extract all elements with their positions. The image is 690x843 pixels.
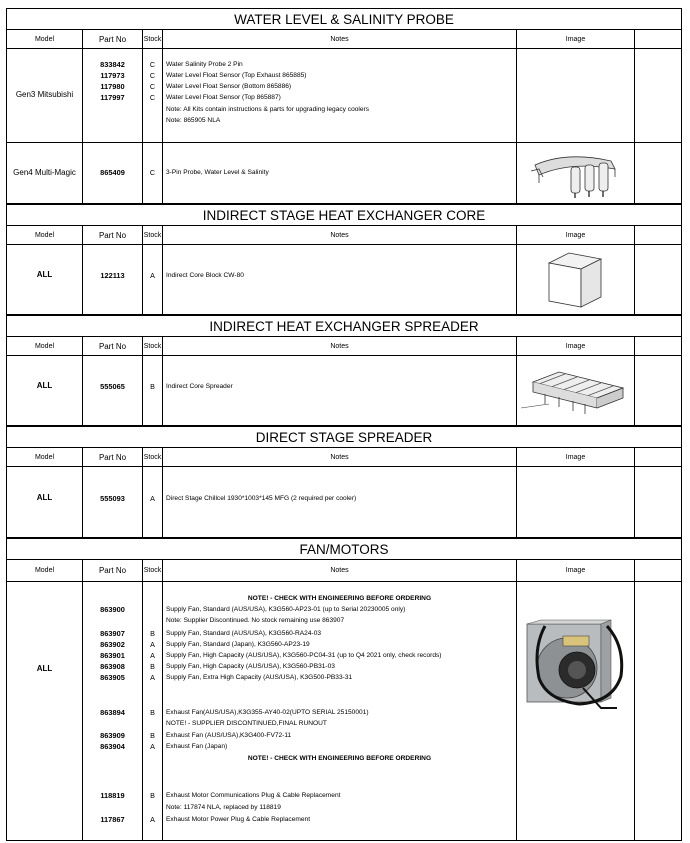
- header-part: Part No: [83, 337, 143, 355]
- header-notes: Notes: [163, 448, 517, 466]
- model-cell: [7, 49, 83, 142]
- part-number: 117980: [100, 82, 125, 91]
- stock-code: A: [150, 673, 155, 682]
- part-number: 863902: [100, 640, 125, 649]
- header-image: Image: [517, 560, 635, 581]
- note-line: Supply Fan, Extra High Capacity (AUS/USA), K3G500-PB33-31: [166, 674, 353, 681]
- part-number: 117973: [100, 71, 125, 80]
- model-cell: [7, 143, 83, 203]
- header-stock: Stock: [143, 560, 163, 581]
- note-line: Note: All Kits contain instructions & parts for upgrading legacy coolers: [166, 106, 370, 113]
- image-cell: [517, 143, 635, 203]
- column-header-row: [6, 337, 682, 356]
- part-number: 117997: [100, 93, 125, 102]
- header-notes: Notes: [163, 226, 517, 244]
- part-number: 863904: [100, 742, 125, 751]
- part-number: 863900: [100, 605, 125, 614]
- header-extra: [635, 337, 681, 355]
- header-notes: Notes: [163, 30, 517, 48]
- notes-cell: [163, 582, 517, 840]
- note-line: Water Level Float Sensor (Top Exhaust 865885): [166, 72, 307, 79]
- header-notes: Notes: [163, 337, 517, 355]
- header-part: Part No: [83, 448, 143, 466]
- note-line: Water Salinity Probe 2 Pin: [166, 61, 243, 68]
- note-line: Supply Fan, High Capacity (AUS/USA), K3G560-PC04-31 (up to Q4 2021 only, check records): [166, 652, 442, 659]
- header-model: Model: [7, 30, 83, 48]
- image-cell: [517, 245, 635, 314]
- stock-code: C: [149, 71, 156, 80]
- notes-cell: [163, 467, 517, 537]
- header-model: Model: [7, 560, 83, 581]
- model-label: ALL: [36, 381, 53, 390]
- part-cell: [83, 245, 143, 314]
- stock-cell: [143, 356, 163, 425]
- part-cell: [83, 467, 143, 537]
- part-cell: [83, 356, 143, 425]
- header-part: Part No: [83, 560, 143, 581]
- part-number: 863908: [100, 662, 125, 671]
- part-number: 117867: [100, 815, 125, 824]
- note-line: Note: Supplier Discontinued. No stock remaining use 863907: [166, 617, 345, 624]
- model-cell: [7, 356, 83, 425]
- column-header-row: [6, 30, 682, 49]
- part-number: 555065: [100, 382, 125, 391]
- column-header-row: [6, 448, 682, 467]
- part-number: 863894: [100, 708, 125, 717]
- part-cell: [83, 582, 143, 840]
- header-image: Image: [517, 448, 635, 466]
- note-line: Exhaust Motor Communications Plug & Cable Replacement: [166, 792, 341, 799]
- stock-code: B: [150, 382, 155, 391]
- header-model: Model: [7, 337, 83, 355]
- stock-code: A: [150, 651, 155, 660]
- note-line: Direct Stage Chillcel 1930*1003*145 MFG (2 required per cooler): [166, 495, 357, 502]
- model-cell: [7, 582, 83, 840]
- parts-sheet: [6, 8, 682, 841]
- stock-code: C: [149, 168, 156, 177]
- header-extra: [635, 226, 681, 244]
- header-stock: Stock: [143, 448, 163, 466]
- part-number: 122113: [100, 271, 125, 280]
- stock-code: A: [150, 494, 155, 503]
- note-warning: NOTE! - CHECK WITH ENGINEERING BEFORE ORDERING: [247, 755, 432, 762]
- note-line: NOTE! - SUPPLIER DISCONTINUED,FINAL RUNOUT: [166, 720, 327, 727]
- stock-cell: [143, 143, 163, 203]
- notes-cell: [163, 356, 517, 425]
- table-row: [6, 245, 682, 315]
- part-number: 555093: [100, 494, 125, 503]
- model-label: ALL: [36, 493, 53, 502]
- note-line: Indirect Core Spreader: [166, 383, 233, 390]
- stock-cell: [143, 49, 163, 142]
- image-cell: [517, 467, 635, 537]
- extra-cell: [635, 245, 681, 314]
- part-number: 863901: [100, 651, 125, 660]
- note-line: Supply Fan, Standard (Japan), K3G560-AP23-19: [166, 641, 310, 648]
- note-line: Supply Fan, Standard (AUS/USA), K3G560-AP23-01 (up to Serial 20230005 only): [166, 606, 406, 613]
- stock-code: B: [150, 629, 155, 638]
- note-line: Note: 117874 NLA, replaced by 118819: [166, 804, 281, 811]
- table-row: [6, 356, 682, 426]
- stock-code: A: [150, 271, 155, 280]
- section-title: DIRECT STAGE SPREADER: [6, 426, 682, 448]
- header-image: Image: [517, 337, 635, 355]
- table-row: [6, 49, 682, 143]
- part-number: 863905: [100, 673, 125, 682]
- stock-code: B: [150, 662, 155, 671]
- notes-cell: [163, 143, 517, 203]
- notes-cell: [163, 49, 517, 142]
- stock-code: B: [150, 708, 155, 717]
- extra-cell: [635, 467, 681, 537]
- probe-image: [527, 147, 627, 199]
- model-label: ALL: [36, 270, 53, 279]
- extra-cell: [635, 582, 681, 840]
- stock-code: A: [150, 640, 155, 649]
- model-label: ALL: [36, 664, 53, 673]
- note-line: Supply Fan, Standard (AUS/USA), K3G560-RA24-03: [166, 630, 322, 637]
- table-row: [6, 143, 682, 204]
- note-line: Water Level Float Sensor (Bottom 865886): [166, 83, 292, 90]
- model-cell: [7, 245, 83, 314]
- table-row: [6, 467, 682, 538]
- core-block-image: [545, 249, 605, 311]
- header-notes: Notes: [163, 560, 517, 581]
- note-line: Water Level Float Sensor (Top 865887): [166, 94, 281, 101]
- extra-cell: [635, 356, 681, 425]
- image-cell: [517, 356, 635, 425]
- note-warning: NOTE! - CHECK WITH ENGINEERING BEFORE ORDERING: [247, 595, 432, 602]
- header-extra: [635, 448, 681, 466]
- note-line: Note: 865905 NLA: [166, 117, 221, 124]
- header-stock: Stock: [143, 337, 163, 355]
- header-image: Image: [517, 226, 635, 244]
- model-label: Gen4 Multi-Magic: [13, 168, 76, 177]
- fan-motor-image: [523, 618, 629, 714]
- header-extra: [635, 560, 681, 581]
- section-title: INDIRECT STAGE HEAT EXCHANGER CORE: [6, 204, 682, 226]
- header-part: Part No: [83, 226, 143, 244]
- part-cell: [83, 49, 143, 142]
- extra-cell: [635, 143, 681, 203]
- part-number: 833842: [100, 60, 125, 69]
- stock-cell: [143, 467, 163, 537]
- extra-cell: [635, 49, 681, 142]
- part-number: 865409: [100, 168, 125, 177]
- part-number: 863907: [100, 629, 125, 638]
- part-cell: [83, 143, 143, 203]
- notes-cell: [163, 245, 517, 314]
- header-model: Model: [7, 226, 83, 244]
- stock-code: B: [150, 731, 155, 740]
- note-line: Exhaust Fan(AUS/USA),K3G355-AY40-02(UPTO SERIAL 25150001): [166, 709, 369, 716]
- header-model: Model: [7, 448, 83, 466]
- header-part: Part No: [83, 30, 143, 48]
- header-image: Image: [517, 30, 635, 48]
- spreader-image: [519, 364, 631, 418]
- header-stock: Stock: [143, 226, 163, 244]
- note-line: Exhaust Motor Power Plug & Cable Replacement: [166, 816, 311, 823]
- section-title: WATER LEVEL & SALINITY PROBE: [6, 8, 682, 30]
- stock-code: C: [149, 93, 156, 102]
- header-extra: [635, 30, 681, 48]
- image-cell: [517, 582, 635, 840]
- stock-code: B: [150, 791, 155, 800]
- stock-cell: [143, 582, 163, 840]
- stock-code: A: [150, 815, 155, 824]
- column-header-row: [6, 226, 682, 245]
- image-cell: [517, 49, 635, 142]
- model-cell: [7, 467, 83, 537]
- note-line: Exhaust Fan (Japan): [166, 743, 228, 750]
- stock-cell: [143, 245, 163, 314]
- header-stock: Stock: [143, 30, 163, 48]
- section-title: FAN/MOTORS: [6, 538, 682, 560]
- note-line: Exhaust Fan (AUS/USA),K3G400-FV72-11: [166, 732, 292, 739]
- stock-code: A: [150, 742, 155, 751]
- section-title: INDIRECT HEAT EXCHANGER SPREADER: [6, 315, 682, 337]
- stock-code: C: [149, 82, 156, 91]
- note-line: 3-Pin Probe, Water Level & Salinity: [166, 169, 269, 176]
- stock-code: C: [149, 60, 156, 69]
- table-row: [6, 582, 682, 841]
- part-number: 863909: [100, 731, 125, 740]
- part-number: 118819: [100, 791, 125, 800]
- model-label: Gen3 Mitsubishi: [15, 90, 74, 99]
- note-line: Supply Fan, High Capacity (AUS/USA), K3G560-PB31-03: [166, 663, 335, 670]
- column-header-row: [6, 560, 682, 582]
- note-line: Indirect Core Block CW-80: [166, 272, 244, 279]
